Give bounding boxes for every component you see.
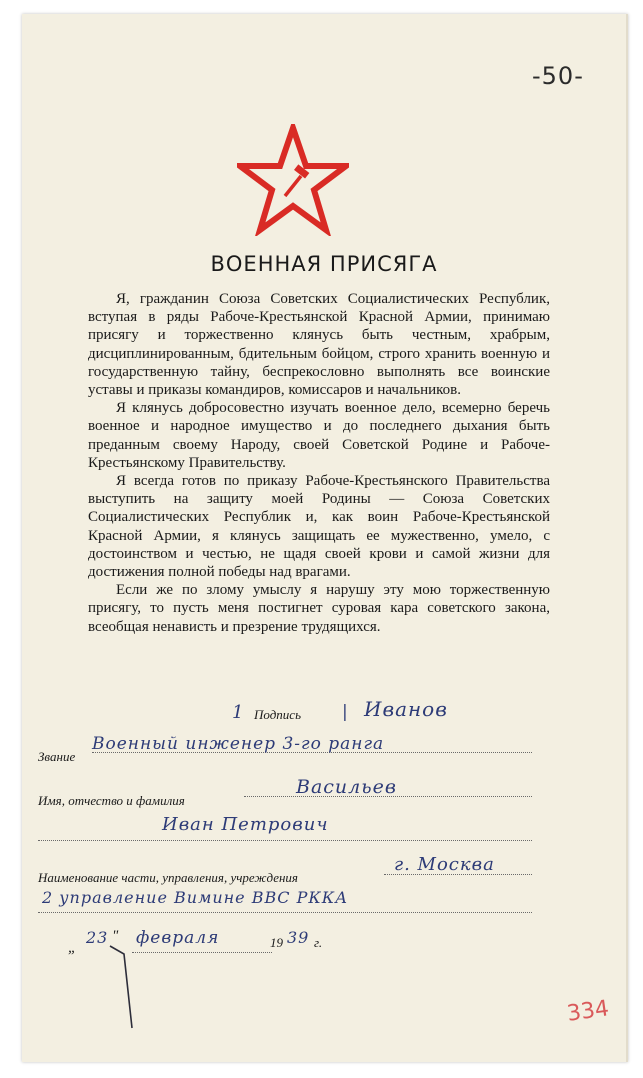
oath-text	[88, 290, 550, 636]
oath-paragraph-4: Если же по злому умыслу я нарушу эту мою торжественную присягу, то пусть меня постигнет суровая кара советского закона, всеобщая ненависть и презрение трудящихся.	[88, 582, 550, 635]
date-day: 23	[86, 928, 109, 947]
unit-value-2: 2 управление Вимине ВВС РККА	[42, 888, 349, 907]
given-name-value: Иван Петрович	[162, 814, 329, 835]
document-title: ВОЕННАЯ ПРИСЯГА	[210, 252, 438, 276]
date-quote-close: "	[112, 928, 119, 944]
signature-bracket-left: 1	[232, 702, 245, 723]
red-star-hammer-sickle-icon	[237, 124, 349, 236]
date-year-hand: 39	[287, 928, 310, 947]
signature-value: Иванов	[364, 697, 448, 721]
date-year-suffix: г.	[314, 935, 323, 950]
signature-label: Подпись	[254, 707, 301, 722]
name-label: Имя, отчество и фамилия	[38, 793, 185, 808]
document-sheet	[22, 14, 628, 1062]
signature-bracket-right: |	[342, 702, 349, 722]
oath-paragraph-1: Я, гражданин Союза Советских Социалистических Республик, вступая в ряды Рабоче-Крестьянской Красной Армии, принимаю присягу и торжественно клянусь быть честным, храбрым, дисциплинированным, бдительным бойцом, строго хранить военную и государственную тайну, беспрекословно выполнять все воинские уставы и приказы командиров, комиссаров и начальников.	[88, 291, 550, 399]
archive-sheet-number: 334	[565, 996, 611, 1027]
unit-label: Наименование части, управления, учреждения	[38, 870, 298, 885]
date-year-prefix: 19	[270, 935, 283, 950]
date-quote-open: „	[68, 940, 77, 956]
unit-value-1: г. Москва	[394, 854, 495, 875]
rank-label: Звание	[38, 749, 76, 764]
archive-page-number: -50-	[532, 62, 584, 90]
oath-paragraph-3: Я всегда готов по приказу Рабоче-Крестьянского Правительства выступить на защиту моей Родины — Союза Советских Социалистических Республик и, как воин Рабоче-Крестьянской Красной Армии, я клянусь защищать ее мужественно, умело, с достоинством и честью, не щадя своей крови и самой жизни для достижения полной победы над врагами.	[88, 473, 550, 581]
surname-value: Васильев	[296, 776, 397, 798]
oath-paragraph-2: Я клянусь добросовестно изучать военное дело, всемерно беречь военное и народное имущество и до последнего дыхания быть преданным своему Народу, своей Советской Родине и Рабоче-Крестьянскому Правительству.	[88, 400, 550, 471]
unit-line-2	[38, 912, 532, 913]
date-month: февраля	[136, 928, 220, 948]
rank-value: Военный инженер 3-го ранга	[92, 734, 385, 754]
name-line-2	[38, 840, 532, 841]
pencil-stroke	[102, 944, 162, 1034]
